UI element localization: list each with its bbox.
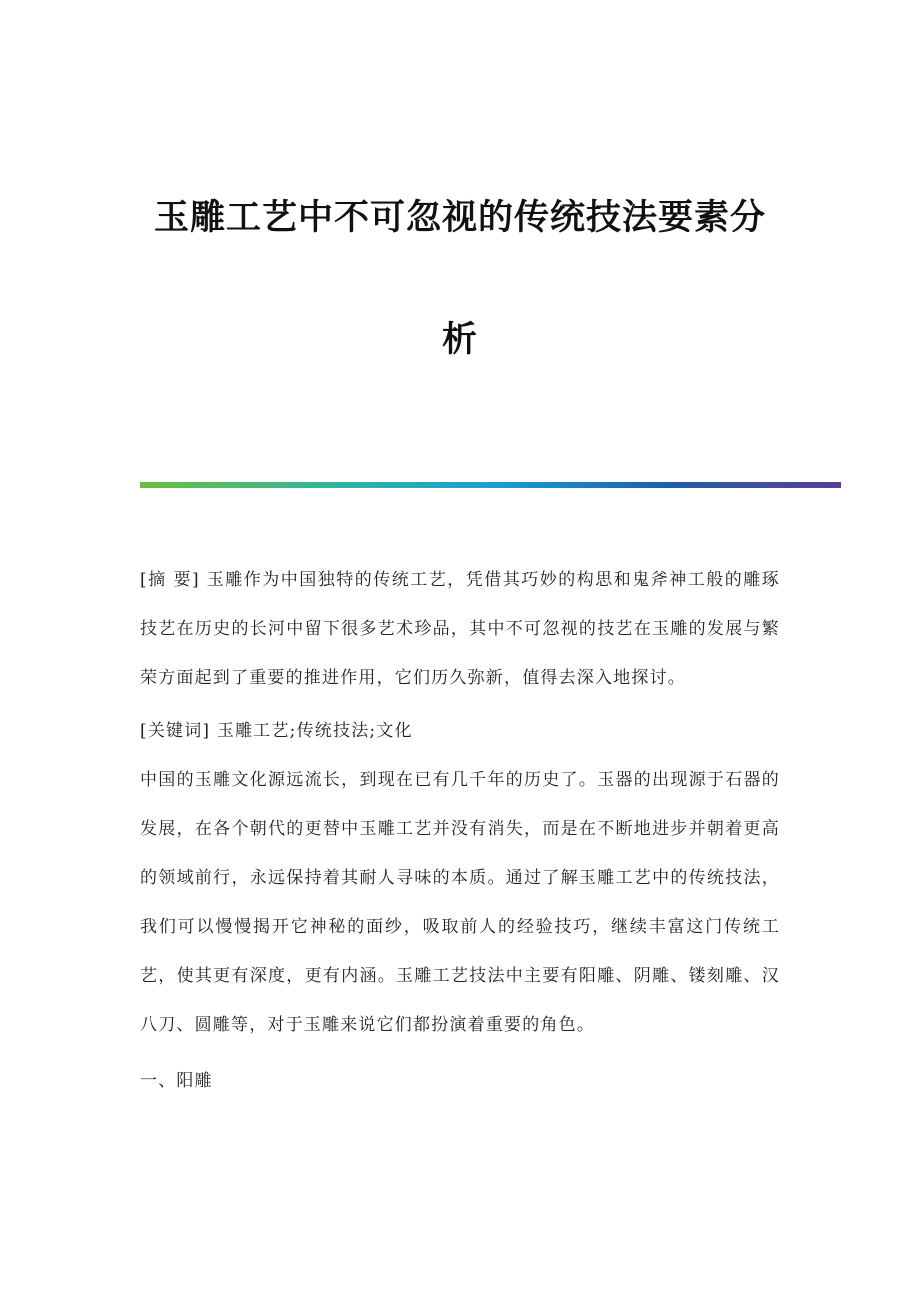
document-title-line-2: 析 (441, 320, 478, 360)
keywords-line: [关键词] 玉雕工艺;传统技法;文化 (140, 721, 413, 741)
gradient-divider (140, 482, 841, 488)
section-heading: 一、阳雕 (140, 1071, 213, 1091)
abstract-paragraph: [摘 要] 玉雕作为中国独特的传统工艺，凭借其巧妙的构思和鬼斧神工般的雕琢技艺在历史的长河中留下很多艺术珍品，其中不可忽视的技艺在玉雕的发展与繁荣方面起到了重要的推进作用，它们历久弥新，值得去深入地探讨。 (140, 570, 780, 688)
document-title-line-1: 玉雕工艺中不可忽视的传统技法要素分 (153, 198, 766, 238)
body-paragraph: 中国的玉雕文化源远流长，到现在已有几千年的历史了。玉器的出现源于石器的发展，在各个朝代的更替中玉雕工艺并没有消失，而是在不断地进步并朝着更高的领域前行，永远保持着其耐人寻味的本质。通过了解玉雕工艺中的传统技法，我们可以慢慢揭开它神秘的面纱，吸取前人的经验技巧，继续丰富这门传统工艺，使其更有深度，更有内涵。玉雕工艺技法中主要有阳雕、阴雕、镂刻雕、汉八刀、圆雕等，对于玉雕来说它们都扮演着重要的角色。 (140, 770, 780, 1035)
